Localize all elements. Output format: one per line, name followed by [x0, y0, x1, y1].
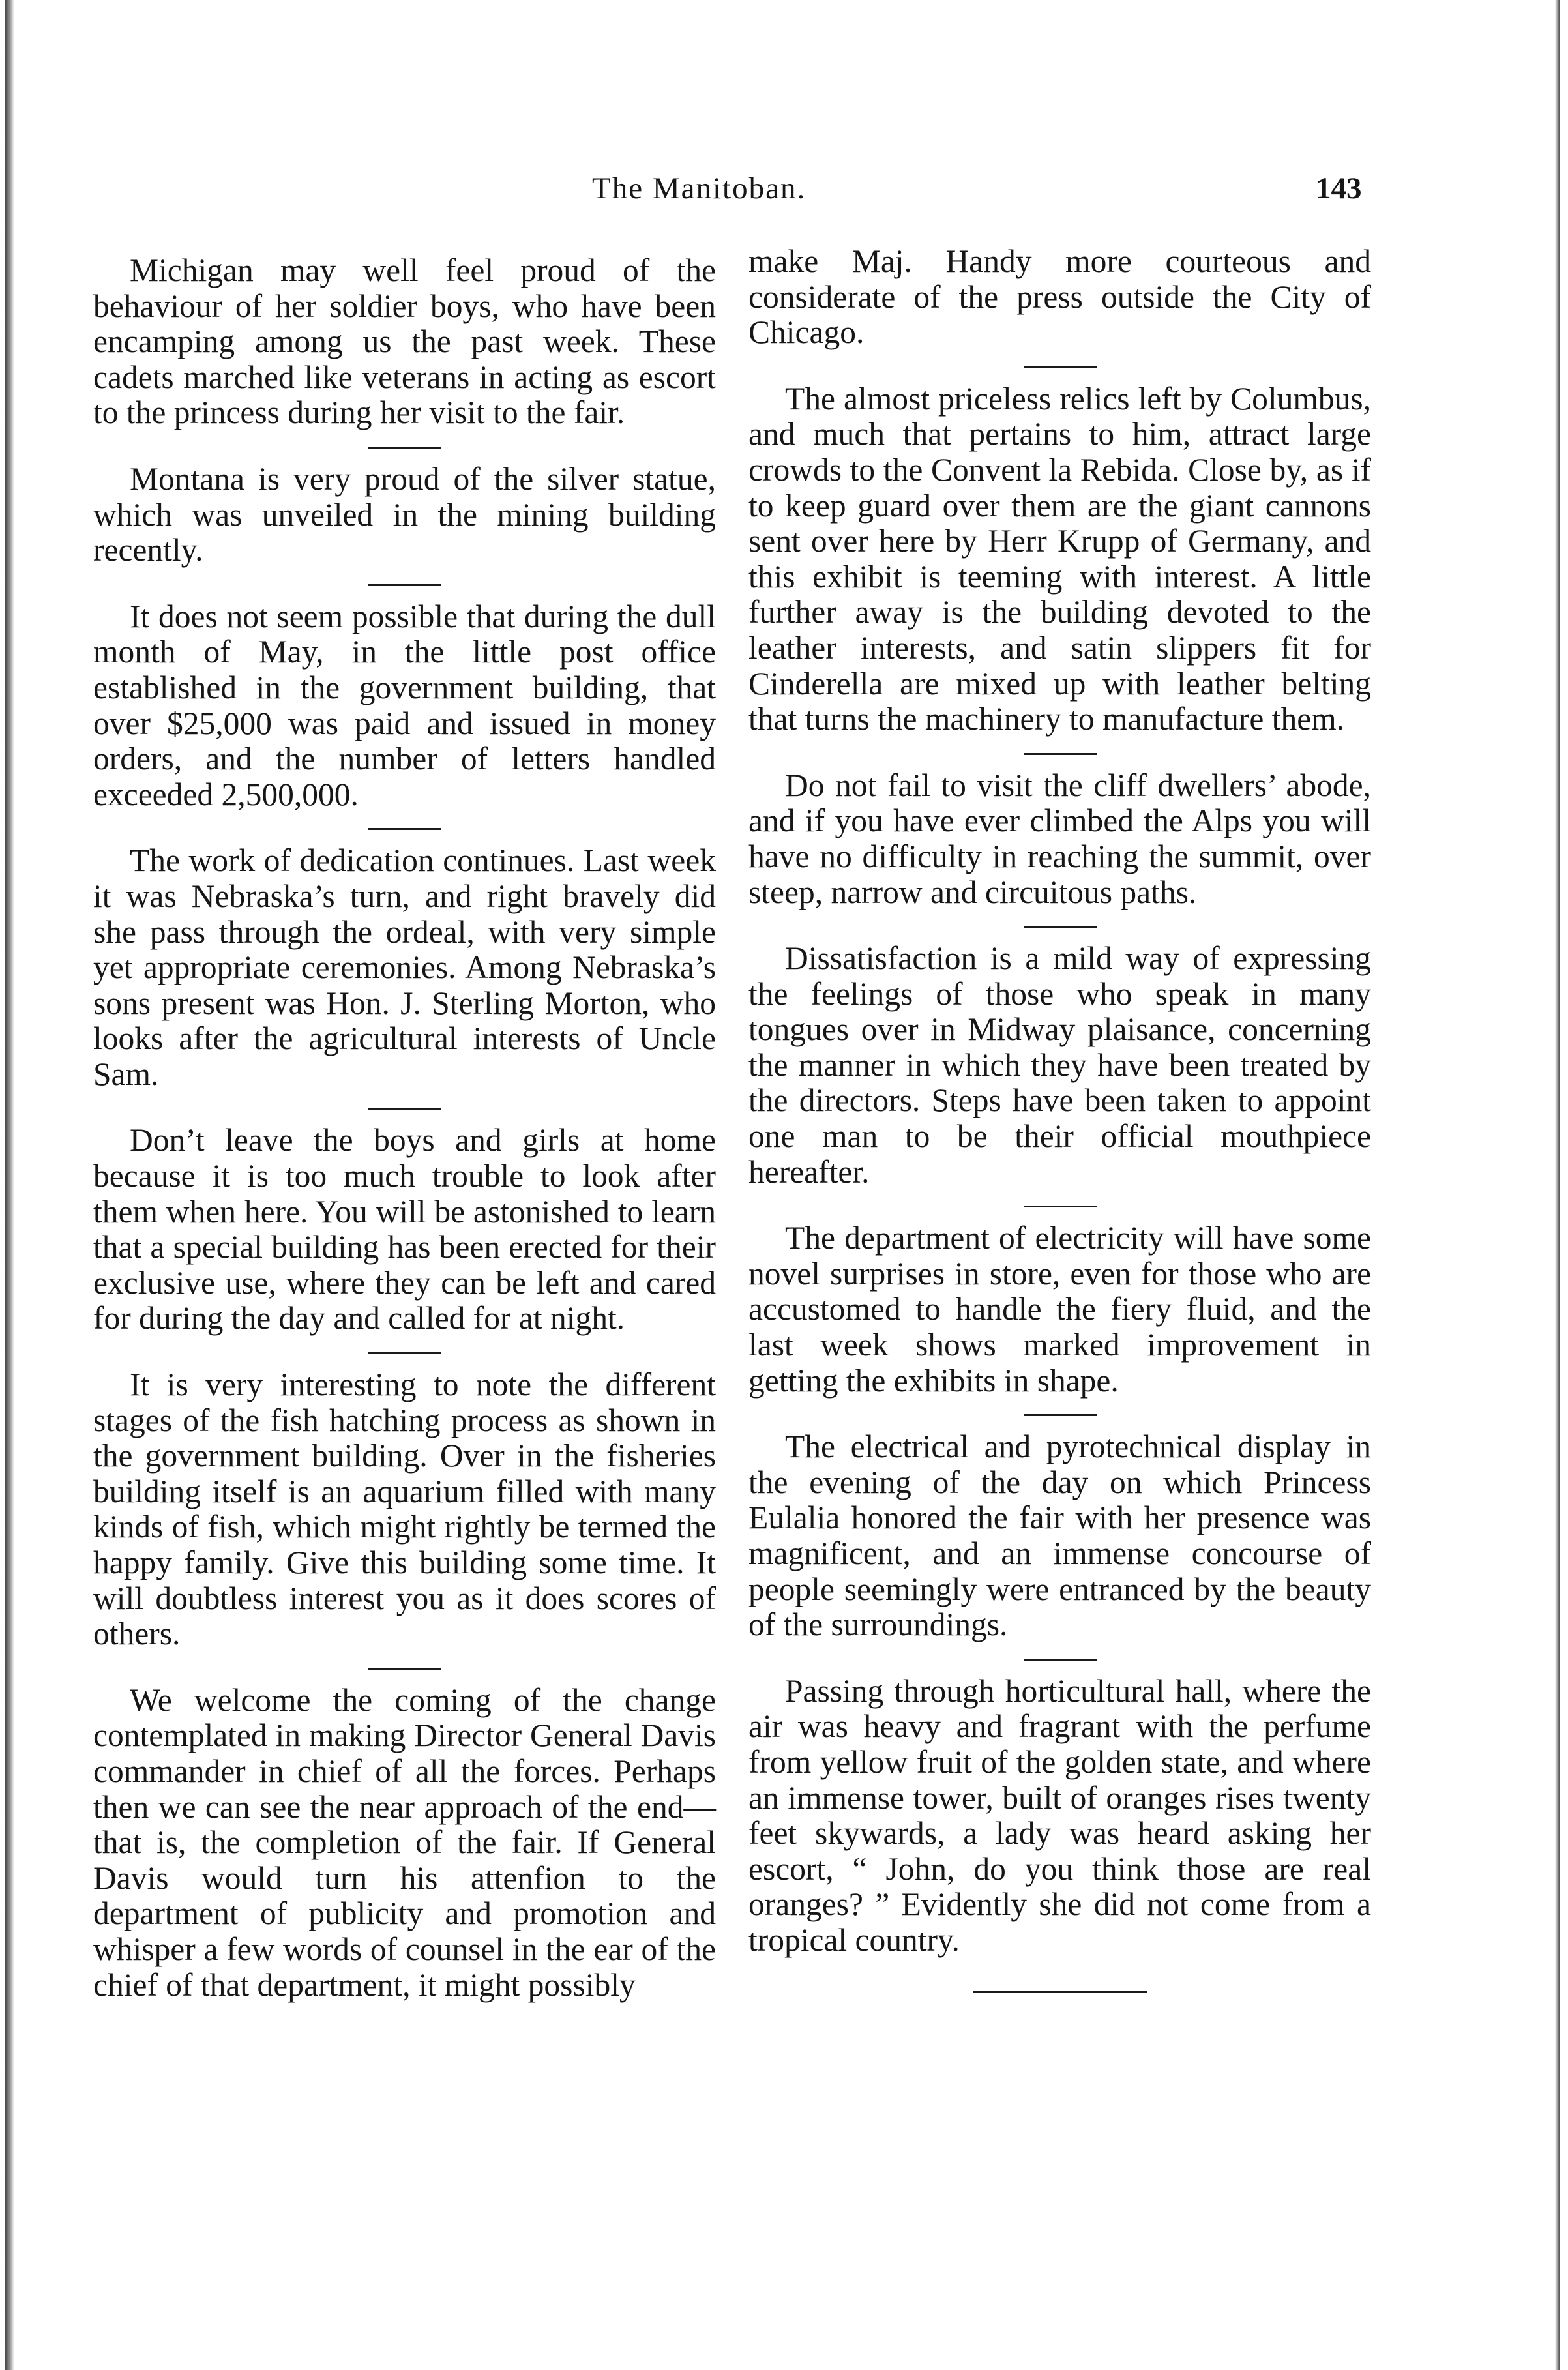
page-number: 143	[1316, 171, 1362, 205]
section-rule	[1024, 1206, 1097, 1207]
end-rule	[973, 1991, 1147, 1993]
section-rule	[1024, 926, 1097, 928]
paragraph-dedication: The work of dedication continues. Last week it was Nebraska’s turn, and right bravely did she pass through the ordeal, with very simple yet appropriate ceremonies. Among Nebraska’s sons present was Hon. J. Sterling Morton, who looks after the agricultural interests of Uncle Sam.	[93, 842, 716, 1092]
section-rule	[1024, 753, 1097, 755]
section-rule	[1024, 1659, 1097, 1661]
section-rule	[1024, 1414, 1097, 1416]
paragraph-continued: make Maj. Handy more courteous and considerate of the press outside the City of Chicago.	[748, 243, 1371, 351]
paragraph-montana: Montana is very proud of the silver statue, which was unveiled in the mining building recently.	[93, 460, 716, 569]
paragraph-pyrotechnical: The electrical and pyrotechnical display in the evening of the day on which Princess Eulalia honored the fair with her presence was magnificent, and an immense concourse of people seemingly were entranced by the beauty of the surroundings.	[748, 1429, 1371, 1643]
paragraph-michigan: Michigan may well feel proud of the behaviour of her soldier boys, who have been encamping among us the past week. These cadets marched like veterans in acting as escort to the princess during her visit to the fair.	[93, 252, 716, 431]
page-edge-left	[5, 0, 14, 2370]
section-rule	[368, 1352, 441, 1354]
right-column	[748, 244, 1371, 2006]
paragraph-electricity: The department of electricity will have some novel surprises in store, even for those who are accustomed to handle the fiery fluid, and the last week shows marked improvement in getting the exhibits in shape.	[748, 1220, 1371, 1399]
section-rule	[1024, 366, 1097, 368]
page-header	[0, 171, 1568, 216]
section-rule	[368, 584, 441, 586]
section-rule	[368, 1668, 441, 1670]
section-rule	[368, 1108, 441, 1110]
section-rule	[368, 447, 441, 449]
paragraph-boys-and-girls: Don’t leave the boys and girls at home because it is too much trouble to look after them when here. You will be astonished to learn that a special building has been erected for their exclusive use, where they can be left and cared for during the day and called for at night.	[93, 1122, 716, 1337]
running-title: The Manitoban.	[592, 171, 806, 205]
left-column	[93, 253, 716, 2003]
paragraph-post-office: It does not seem possible that during the dull month of May, in the little post office established in the government building, that over $25,000 was paid and issued in money orders, and the number of letters handled exceeded 2,500,000.	[93, 598, 716, 812]
paragraph-midway: Dissatisfaction is a mild way of expressing the feelings of those who speak in many tongues over in Midway plaisance, concerning the manner in which they have been treated by the directors. Steps have been taken to appoint one man to be their official mouthpiece hereafter.	[748, 940, 1371, 1190]
section-rule	[368, 828, 441, 830]
paragraph-fish-hatching: It is very interesting to note the different stages of the fish hatching process as shown in the government building. Over in the fisheries building itself is an aquarium filled with many kinds of fish, which might rightly be termed the happy family. Give this building some time. It will doubtless interest you as it does scores of others.	[93, 1367, 716, 1652]
paragraph-horticultural: Passing through horticultural hall, where the air was heavy and fragrant with the perfume from yellow fruit of the golden state, and where an immense tower, built of oranges rises twenty feet skywards, a lady was heard asking her escort, “ John, do you think those are real oranges? ” Evidently she did not come from a tropical country.	[748, 1672, 1371, 1958]
paragraph-cliff-dwellers: Do not fail to visit the cliff dwellers’ abode, and if you have ever climbed the Alps you will have no difficulty in reaching the summit, over steep, narrow and circuitous paths.	[748, 767, 1371, 910]
paragraph-director-general: We welcome the coming of the change contemplated in making Director General Davis commander in chief of all the forces. Perhaps then we can see the near approach of the end—that is, the completion of the fair. If General Davis would turn his attenfion to the department of publicity and promotion and whisper a few words of counsel in the ear of the chief of that department, it might possibly	[93, 1681, 716, 2003]
paragraph-columbus-relics: The almost priceless relics left by Columbus, and much that pertains to him, attract large crowds to the Convent la Rebida. Close by, as if to keep guard over them are the giant cannons sent over here by Herr Krupp of Germany, and this exhibit is teeming with interest. A little further away is the building devoted to the leather interests, and satin slippers fit for Cinderella are mixed up with leather belting that turns the machinery to manufacture them.	[748, 380, 1371, 737]
page-edge-right	[1555, 0, 1560, 2370]
